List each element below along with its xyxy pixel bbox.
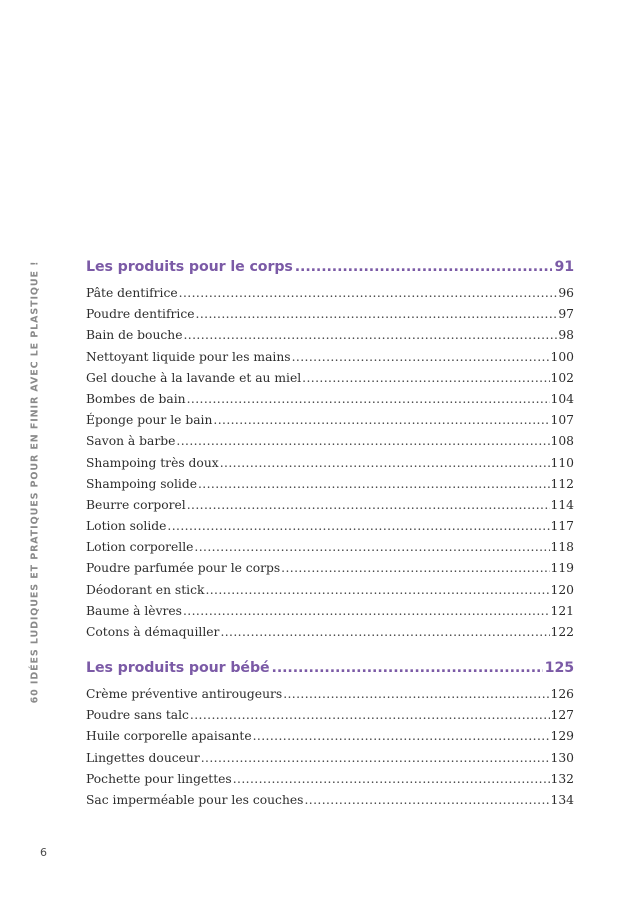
entry-page: 112 <box>550 476 574 491</box>
entry-page: 120 <box>550 582 574 597</box>
entry-label: Déodorant en stick <box>86 582 205 597</box>
toc-entry <box>86 604 574 625</box>
page-number: 6 <box>40 846 47 859</box>
entry-label: Poudre sans talc <box>86 708 189 723</box>
dot-leader <box>281 561 549 575</box>
toc-entry <box>86 307 574 328</box>
dot-leader <box>302 371 549 385</box>
entry-page: 117 <box>550 519 574 534</box>
dot-leader <box>190 708 550 722</box>
toc-entry <box>86 583 574 604</box>
dot-leader <box>295 259 553 275</box>
toc-entry <box>86 625 574 646</box>
dot-leader <box>205 583 549 597</box>
toc-entry <box>86 772 574 793</box>
entry-label: Shampoing très doux <box>86 455 219 470</box>
dot-leader <box>233 772 550 786</box>
toc-entry <box>86 708 574 729</box>
entry-page: 102 <box>550 370 574 385</box>
entry-page: 132 <box>550 771 574 786</box>
section-heading <box>86 259 574 281</box>
entry-label: Baume à lèvres <box>86 603 182 618</box>
toc-entry <box>86 519 574 540</box>
toc-entry <box>86 751 574 772</box>
entry-label: Poudre parfumée pour le corps <box>86 561 281 576</box>
entry-page: 121 <box>550 603 574 618</box>
entry-page: 98 <box>558 328 574 343</box>
entry-label: Crème préventive antirougeurs <box>86 687 283 701</box>
entry-label: Bain de bouche <box>86 328 183 343</box>
entry-label: Beurre corporel <box>86 497 186 512</box>
dot-leader <box>283 687 549 701</box>
entry-page: 127 <box>550 708 574 723</box>
entry-page: 130 <box>550 750 574 765</box>
dot-leader <box>198 477 550 491</box>
toc-entry <box>86 729 574 750</box>
section-heading <box>86 660 574 682</box>
entry-label: Bombes de bain <box>86 391 186 406</box>
section-page-number: 125 <box>544 660 574 676</box>
dot-leader <box>253 729 550 743</box>
entry-page: 108 <box>550 434 574 449</box>
entry-page: 126 <box>550 687 574 701</box>
entry-label: Shampoing solide <box>86 476 197 491</box>
toc-entry <box>86 328 574 349</box>
toc-entry <box>86 456 574 477</box>
dot-leader <box>183 328 557 342</box>
section-page-number: 91 <box>554 259 574 275</box>
dot-leader <box>220 456 550 470</box>
entry-label: Éponge pour le bain <box>86 413 213 428</box>
entry-page: 119 <box>550 561 574 576</box>
dot-leader <box>187 392 550 406</box>
entry-page: 118 <box>550 540 574 555</box>
toc-entry <box>86 540 574 561</box>
entry-page: 110 <box>550 455 574 470</box>
entry-page: 97 <box>558 307 574 322</box>
entry-page: 104 <box>550 391 574 406</box>
entry-label: Lingettes douceur <box>86 750 200 765</box>
entry-label: Poudre dentifrice <box>86 307 195 322</box>
entry-label: Nettoyant liquide pour les mains <box>86 349 291 364</box>
entry-list <box>86 286 574 646</box>
entry-page: 107 <box>550 413 574 428</box>
dot-leader <box>187 498 550 512</box>
running-side-title: 60 IDÉES LUDIQUES ET PRATIQUES POUR EN FINIR AVEC LE PLASTIQUE ! <box>29 260 41 704</box>
toc-entry <box>86 392 574 413</box>
entry-label: Gel douche à la lavande et au miel <box>86 370 302 385</box>
dot-leader <box>183 604 550 618</box>
entry-label: Cotons à démaquiller <box>86 625 220 639</box>
section-title: Les produits pour le corps <box>86 259 293 275</box>
toc-entry <box>86 371 574 392</box>
toc-entry <box>86 477 574 498</box>
dot-leader <box>196 307 558 321</box>
dot-leader <box>194 540 549 554</box>
entry-label: Lotion corporelle <box>86 540 194 555</box>
section-title: Les produits pour bébé <box>86 660 270 676</box>
toc-section-body-products <box>86 259 574 646</box>
dot-leader <box>292 350 550 364</box>
entry-label: Savon à barbe <box>86 434 176 449</box>
dot-leader <box>220 625 549 639</box>
toc-entry <box>86 498 574 519</box>
entry-label: Huile corporelle apaisante <box>86 729 252 744</box>
dot-leader <box>304 793 549 807</box>
toc-entry <box>86 687 574 708</box>
toc-entry <box>86 286 574 307</box>
entry-page: 100 <box>550 349 574 364</box>
entry-list <box>86 687 574 814</box>
toc-entry <box>86 350 574 371</box>
dot-leader <box>201 751 550 765</box>
dot-leader <box>167 519 549 533</box>
entry-label: Pochette pour lingettes <box>86 771 232 786</box>
entry-label: Sac imperméable pour les couches <box>86 792 304 807</box>
toc-entry <box>86 561 574 582</box>
dot-leader <box>176 434 549 448</box>
toc-entry <box>86 793 574 814</box>
dot-leader <box>213 413 549 427</box>
entry-label: Pâte dentifrice <box>86 286 178 300</box>
dot-leader <box>272 660 543 676</box>
entry-page: 96 <box>558 286 574 300</box>
entry-page: 134 <box>550 792 574 807</box>
toc-section-baby-products <box>86 660 574 814</box>
entry-page: 122 <box>550 625 574 639</box>
toc-entry <box>86 413 574 434</box>
entry-page: 129 <box>550 729 574 744</box>
toc-entry <box>86 434 574 455</box>
dot-leader <box>179 286 558 300</box>
entry-label: Lotion solide <box>86 519 167 534</box>
entry-page: 114 <box>550 497 574 512</box>
